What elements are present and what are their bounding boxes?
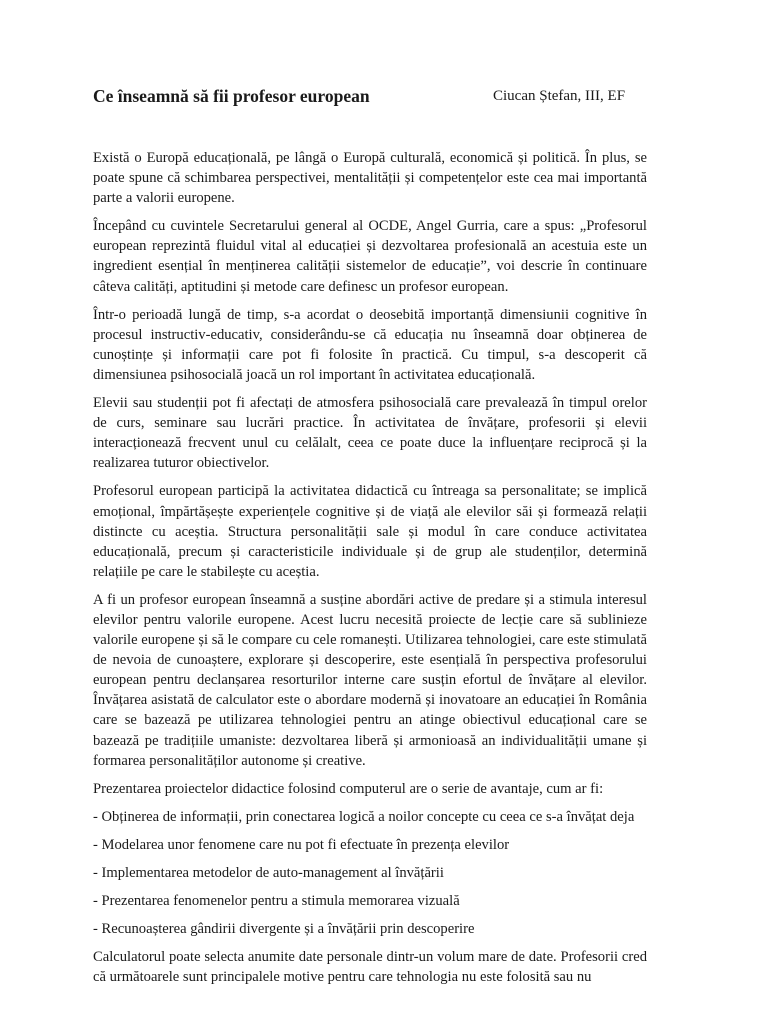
paragraph: Într-o perioadă lungă de timp, s-a acordat o deosebită importanță dimensiunii cognitive în procesul instructiv-educativ, considerându-se că educația nu înseamnă doar obținerea de cunoștințe și informații care pot fi folosite în practică. Cu timpul, s-a descoperit că dimensiunea psihosocială joacă un rol important în activitatea educațională. [93,306,647,383]
paragraph: Există o Europă educațională, pe lângă o Europă culturală, economică și politică. În plus, se poate spune că schimbarea perspectivei, mentalității și competențelor este cea mai importantă parte a valorii europene. [93,150,647,207]
paragraph: Începând cu cuvintele Secretarului general al OCDE, Angel Gurria, care a spus: „Profesorul european reprezintă fluidul vital al educației și dezvoltarea profesională an acestuia este un ingredient esențial în menținerea calității sistemelor de educație”, voi descrie în continuare câteva calități, aptitudini și metode care definesc un profesor european. [93,218,647,295]
paragraph: A fi un profesor european înseamnă a susține abordări active de predare și a stimula interesul elevilor pentru valorile europene. Acest lucru necesită proiecte de lecție care să sublinieze valorile europene și să le compare cu cele romanești. Utilizarea tehnologiei, care este stimulată de nevoia de cunoaștere, explorare și descoperire, este esențială în perspectiva profesorului european pentru declanșarea resorturilor interne care susțin efortul de învățare al elevilor. Învățarea asistată de calculator este o abordare modernă și inovatoare an educației în România care se bazează pe utilizarea tehnologiei pentru an atinge obiectivul educațional care se bazează pe tradițiile umaniste: dezvoltarea liberă și armonioasă an individualității umane și formarea personalităților autonome și creative. [93,591,647,769]
list-item: - Modelarea unor fenomene care nu pot fi efectuate în prezența elevilor [93,836,510,853]
document-header [93,86,647,114]
paragraph: Profesorul european participă la activitatea didactică cu întreaga sa personalitate; se implică emoțional, împărtășește experiențele cognitive și de viață ale elevilor săi și formează relații distincte cu aceștia. Structura personalității sale și modul în care conduce activitatea educațională, precum și caracteristicile individuale și de grup ale studenților, determină relațiile pe care le stabilește cu aceștia. [93,483,647,580]
list-item: - Prezentarea fenomenelor pentru a stimula memorarea vizuală [93,893,460,910]
list-item: - Recunoașterea gândirii divergente și a învățării prin descoperire [93,921,475,938]
list-item: - Implementarea metodelor de auto-management al învățării [93,865,444,881]
list-item: - Obținerea de informații, prin conectarea logică a noilor concepte cu ceea ce s-a învățat deja [93,808,635,825]
paragraph: Elevii sau studenții pot fi afectați de atmosfera psihosocială care prevalează în timpul orelor de curs, seminare sau lucrări practice. În activitatea de învățare, profesorii și elevii interacționează frecvent unul cu celălalt, ceea ce poate duce la influențare reciprocă și la realizarea tuturor obiectivelor. [93,395,647,472]
closing-paragraph: Calculatorul poate selecta anumite date personale dintr-un volum mare de date. Profesorii cred că următoarele sunt principalele motive pentru care tehnologia nu este folosită sau nu [93,949,647,986]
document-title: Ce înseamnă să fii profesor european [93,86,370,106]
document-body [93,148,647,987]
document-page [93,86,647,995]
document-author: Ciucan Ștefan, III, EF [493,88,626,104]
paragraph: Prezentarea proiectelor didactice folosind computerul are o serie de avantaje, cum ar fi: [93,780,604,797]
